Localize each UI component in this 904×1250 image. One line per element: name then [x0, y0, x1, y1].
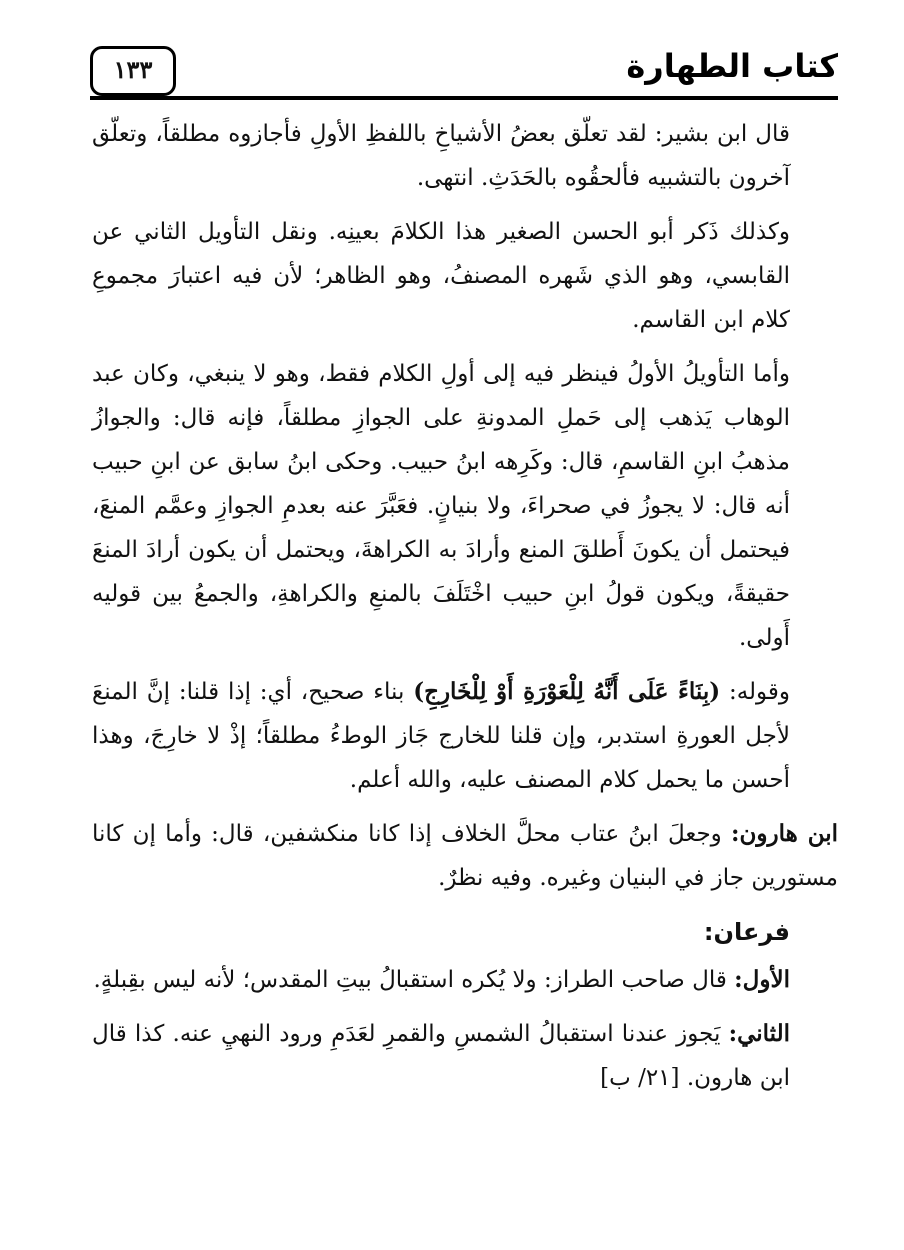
quoted-text: (بِنَاءً عَلَى أَنَّهُ لِلْعَوْرَةِ أَوْ لِلْخَارِجِ) — [413, 678, 721, 705]
paragraph-4 — [92, 670, 838, 802]
paragraph-3 — [92, 352, 838, 660]
page-header — [90, 40, 838, 106]
branch-2 — [92, 1012, 838, 1100]
page-number-box — [90, 46, 176, 96]
page-number: ١٣٣ — [113, 55, 153, 84]
paragraph-1 — [92, 112, 838, 200]
branch-1 — [92, 958, 838, 1002]
paragraph-2-text: وكذلك ذَكر أبو الحسن الصغير هذا الكلامَ بعينِه. ونقل التأويل الثاني عن القابسي، وهو الذي شَهره المصنفُ، وهو الظاهر؛ لأن فيه اعتبارَ مجموعِ كلام ابن القاسم. — [92, 219, 790, 333]
paragraph-3-text: وأما التأويلُ الأولُ فينظر فيه إلى أولِ الكلام فقط، وهو لا ينبغي، وكان عبد الوهاب يَذهب إلى حَملِ المدونةِ على الجوازِ مطلقاً، فإنه قال: والجوازُ مذهبُ ابنِ القاسمِ، قال: وكَرِهه ابنُ حبيب. وحكى ابنُ سابق عن ابنِ حبيب أنه قال: لا يجوزُ في صحراءَ، ولا بنيانٍ. فعَبَّرَ عنه بعدمِ الجوازِ وعمَّم المنعَ، فيحتمل أن يكونَ أَطلقَ المنع وأرادَ به الكراهةَ، ويحتمل أن يكون أرادَ المنعَ حقيقةً، ويكون قولُ ابنِ حبيب اخْتَلَفَ بالمنعِ والكراهةِ، والجمعُ بين قوليه أَولى. — [92, 361, 790, 651]
paragraph-5-text: وجعلَ ابنُ عتاب محلَّ الخلاف إذا كانا منكشفين، قال: وأما إن كانا مستورين جاز في البنيان وغيره. وفيه نظرٌ. — [92, 821, 838, 891]
paragraph-2 — [92, 210, 838, 342]
branch-1-lead: الأول: — [734, 966, 790, 993]
book-title: كتاب الطهارة — [626, 47, 838, 85]
header-rule — [90, 96, 838, 100]
section-heading: فرعان: — [703, 918, 790, 946]
branch-1-text: قال صاحب الطراز: ولا يُكره استقبالُ بيتِ المقدس؛ لأنه ليس بقِبلةٍ. — [93, 967, 727, 993]
page-body — [92, 112, 838, 1110]
branch-2-lead: الثاني: — [728, 1020, 791, 1047]
paragraph-5 — [92, 812, 838, 900]
paragraph-4-lead: وقوله: — [728, 679, 791, 705]
paragraph-5-lead: ابن هارون: — [731, 820, 839, 847]
paragraph-1-text: قال ابن بشير: لقد تعلّق بعضُ الأشياخِ باللفظِ الأولِ فأجازوه مطلقاً، وتعلّق آخرون بالتشبيه فألحقُوه بالحَدَثِ. انتهى. — [92, 121, 790, 191]
paragraph-4-text: بناء صحيح، أي: إذا قلنا: إنَّ المنعَ لأجل العورةِ استدبر، وإن قلنا للخارج جَاز الوطءُ مطلقاً؛ إذْ لا خارِجَ، وهذا أحسن ما يحمل كلام المصنف عليه، والله أعلم. — [92, 679, 790, 793]
branch-2-text: يَجوز عندنا استقبالُ الشمسِ والقمرِ لعَدَمِ ورود النهيِ عنه. كذا قال ابن هارون. [٢١/ ب] — [92, 1021, 790, 1091]
